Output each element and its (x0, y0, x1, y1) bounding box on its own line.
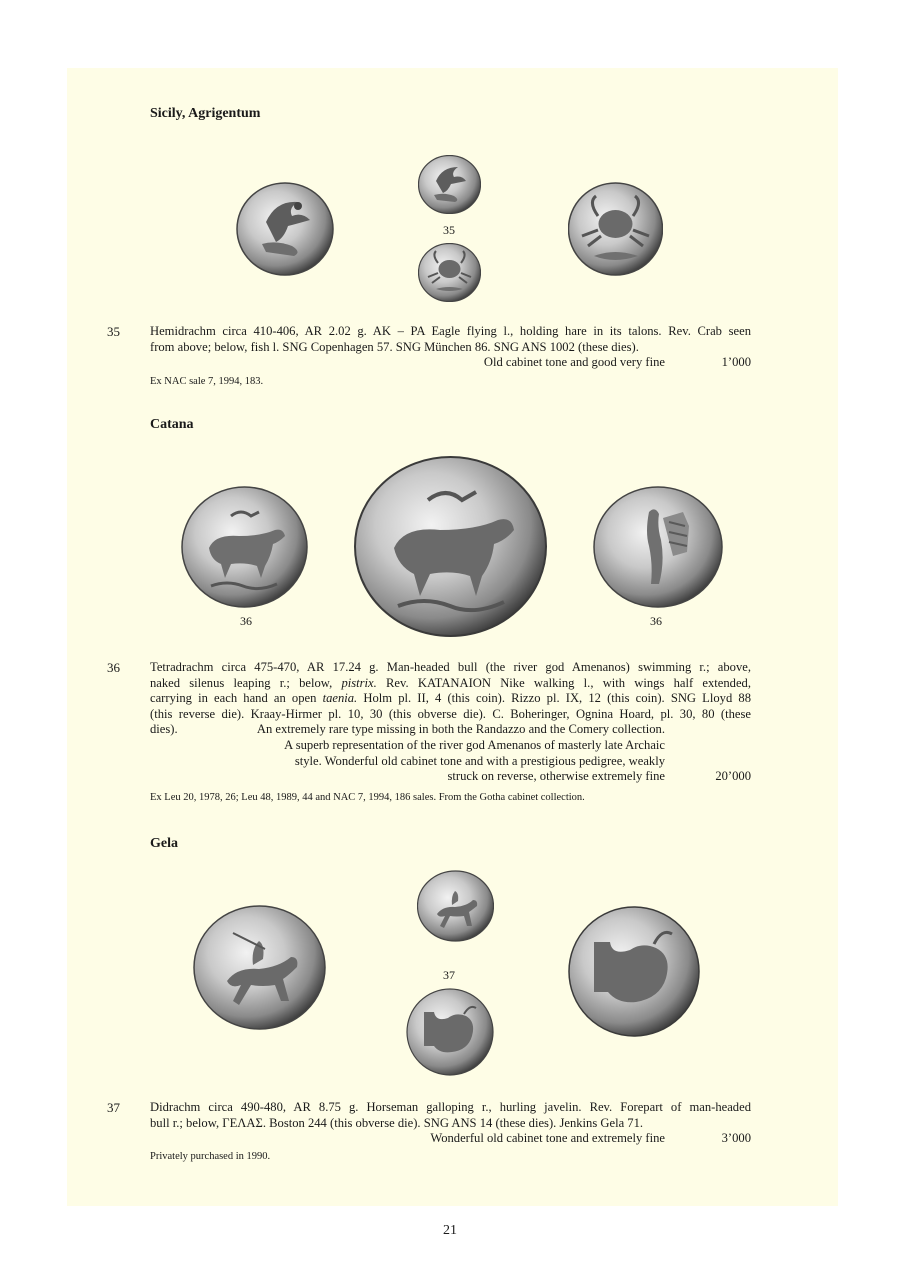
lot-description (150, 1100, 751, 1147)
page-number: 21 (443, 1223, 457, 1238)
bull-swimming-coin (354, 456, 547, 637)
condition-row (150, 355, 751, 371)
lot-number: 35 (107, 324, 120, 339)
estimate-price: 20’000 (715, 769, 751, 784)
nike-walking-coin (593, 486, 723, 608)
condition-text: An extremely rare type missing in both the Randazzo and the Comery collection. (256, 722, 665, 737)
man-headed-bull-coin (406, 988, 494, 1076)
eagle-with-hare-coin (236, 182, 334, 276)
description-line (150, 722, 751, 738)
description-line: Didrachm circa 490-480, AR 8.75 g. Horseman galloping r., hurling javelin. Rev. Forepart of man-headed (150, 1100, 751, 1114)
lot-number: 36 (107, 660, 120, 675)
section-heading-gela: Gela (150, 836, 178, 851)
condition-text: style. Wonderful old cabinet tone and with a prestigious pedigree, weakly (294, 753, 665, 768)
condition-text: struck on reverse, otherwise extremely fine (447, 769, 665, 784)
description-line: bull r.; below, ΓΕΛΑΣ. Boston 244 (this obverse die). SNG ANS 14 (these dies). Jenkins Gela 71. (150, 1115, 644, 1130)
description-text: naked silenus leaping r.; below, (150, 675, 333, 690)
coin-number-label: 37 (443, 968, 455, 982)
condition-row (150, 1131, 751, 1147)
eagle-with-hare-coin (418, 155, 481, 214)
description-text: carrying in each hand an open (150, 691, 317, 706)
horseman-coin (193, 905, 326, 1030)
crab-coin (568, 182, 663, 276)
description-line: (this reverse die). Kraay-Hirmer pl. 10, 30 (this obverse die). C. Boheringer, Ognina Hoard, pl. 30, 80 (these (150, 706, 751, 721)
section-heading-catana: Catana (150, 417, 194, 432)
estimate-price: 3’000 (721, 1131, 751, 1146)
description-emphasis: taenia. (322, 691, 358, 706)
description-text: dies). (150, 722, 178, 737)
provenance-note: Ex NAC sale 7, 1994, 183. (150, 376, 264, 387)
provenance-note: Privately purchased in 1990. (150, 1151, 271, 1162)
description-line: from above; below, fish l. SNG Copenhagen 57. SNG München 86. SNG ANS 1002 (these dies). (150, 339, 639, 354)
description-text: Holm pl. II, 4 (this coin). Rizzo pl. IX, 12 (this coin). SNG Lloyd 88 (363, 691, 751, 706)
condition-text: Wonderful old cabinet tone and extremely fine (430, 1131, 665, 1146)
description-line: Hemidrachm circa 410-406, AR 2.02 g. AK – PA Eagle flying l., holding hare in its talons. Rev. Crab seen (150, 324, 751, 338)
man-headed-bull-coin (568, 906, 700, 1037)
coin-number-label: 35 (443, 223, 455, 237)
crab-coin (418, 243, 481, 302)
provenance-note: Ex Leu 20, 1978, 26; Leu 48, 1989, 44 and NAC 7, 1994, 186 sales. From the Gotha cabinet collection. (150, 792, 585, 803)
description-text: Rev. KATANAION Nike walking l., with wings half extended, (386, 675, 751, 690)
condition-row (150, 754, 751, 770)
coin-number-label: 36 (240, 614, 252, 628)
coin-number-label: 36 (650, 614, 662, 628)
estimate-price: 1’000 (721, 355, 751, 370)
lot-description (150, 324, 751, 371)
description-line (150, 691, 751, 707)
section-heading-agrigentum: Sicily, Agrigentum (150, 106, 261, 121)
condition-text: Old cabinet tone and good very fine (483, 355, 665, 370)
bull-swimming-coin (181, 486, 308, 608)
horseman-coin (417, 870, 494, 942)
lot-description (150, 660, 751, 785)
condition-row (150, 738, 751, 754)
condition-text: A superb representation of the river god Amenanos of masterly late Archaic (284, 737, 665, 752)
condition-row (150, 769, 751, 785)
description-line (150, 676, 751, 692)
description-line: Tetradrachm circa 475-470, AR 17.24 g. Man-headed bull (the river god Amenanos) swimming r.; above, (150, 660, 751, 674)
description-emphasis: pistrix. (341, 675, 377, 690)
lot-number: 37 (107, 1100, 120, 1115)
